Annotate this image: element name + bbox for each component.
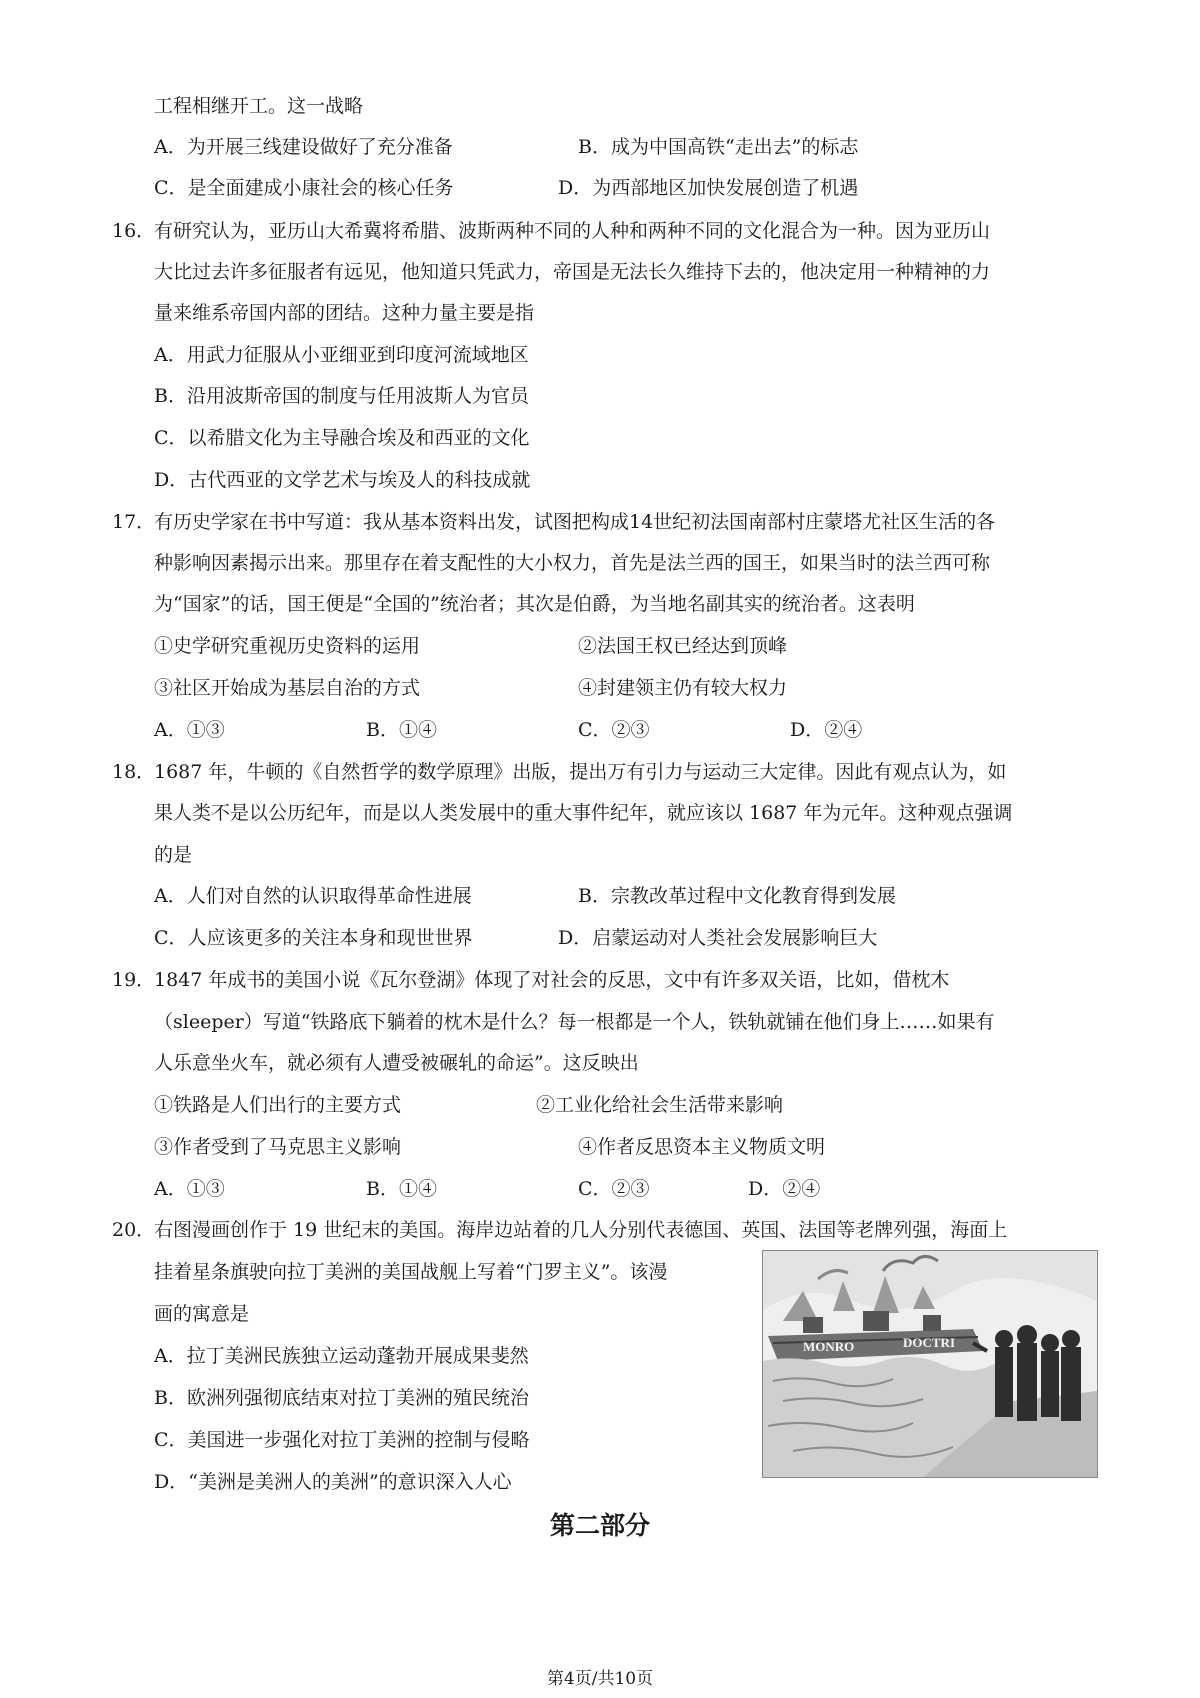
q15-option-c: C．是全面建成小康社会的核心任务 (154, 177, 454, 199)
q16-option-b: B．沿用波斯帝国的制度与任用波斯人为官员 (154, 385, 529, 407)
q19-statement-4: ④作者反思资本主义物质文明 (578, 1136, 826, 1158)
q19-statement-3: ③作者受到了马克思主义影响 (154, 1136, 402, 1158)
cartoon-hull-text-2: DOCTRI (903, 1335, 956, 1350)
q17-stem-line-2: 种影响因素揭示出来。那里存在着支配性的大小权力，首先是法兰西的国王，如果当时的法兰西可称 (154, 552, 991, 574)
q19-stem-line-2: （sleeper）写道“铁路底下躺着的枕木是什么？每一根都是一个人，铁轨就铺在他们身上……如果有 (154, 1011, 995, 1033)
q18-option-b: B．宗教改革过程中文化教育得到发展 (578, 885, 896, 907)
q17-option-c: C．②③ (578, 719, 650, 741)
q20-option-c: C．美国进一步强化对拉丁美洲的控制与侵略 (154, 1429, 530, 1451)
q19-stem-line-3: 人乐意坐火车，就必须有人遭受被碾轧的命运”。这反映出 (154, 1052, 639, 1074)
q16-stem-line-3: 量来维系帝国内部的团结。这种力量主要是指 (154, 302, 535, 324)
q17-option-a: A．①③ (154, 719, 225, 741)
q18-stem-line-3: 的是 (154, 844, 193, 866)
q17-stem-line-3: 为“国家”的话，国王便是“全国的”统治者；其次是伯爵，为当地名副其实的统治者。这表明 (154, 593, 915, 615)
q18-number: 18． (112, 761, 156, 783)
q17-statement-2: ②法国王权已经达到顶峰 (578, 635, 788, 657)
q20-option-b: B．欧洲列强彻底结束对拉丁美洲的殖民统治 (154, 1387, 529, 1409)
q16-stem-line-1: 有研究认为，亚历山大希冀将希腊、波斯两种不同的人种和两种不同的文化混合为一种。因为亚历山 (154, 220, 991, 242)
q20-stem-line-1: 右图漫画创作于 19 世纪末的美国。海岸边站着的几人分别代表德国、英国、法国等老牌列强，海面上 (154, 1219, 1008, 1241)
q16-option-d: D．古代西亚的文学艺术与埃及人的科技成就 (154, 469, 531, 491)
q18-option-c: C．人应该更多的关注本身和现世世界 (154, 927, 473, 949)
q20-option-a: A．拉丁美洲民族独立运动蓬勃开展成果斐然 (154, 1345, 529, 1367)
q19-stem-line-1: 1847 年成书的美国小说《瓦尔登湖》体现了对社会的反思，文中有许多双关语，比如，借枕木 (154, 969, 950, 991)
q19-option-b: B．①④ (366, 1178, 437, 1200)
q17-statement-3: ③社区开始成为基层自治的方式 (154, 677, 421, 699)
q16-option-a: A．用武力征服从小亚细亚到印度河流域地区 (154, 344, 529, 366)
q16-option-c: C．以希腊文化为主导融合埃及和西亚的文化 (154, 427, 530, 449)
q19-statement-1: ①铁路是人们出行的主要方式 (154, 1094, 402, 1116)
q18-stem-line-2: 果人类不是以公历纪年，而是以人类发展中的重大事件纪年，就应该以 1687 年为元年。这种观点强调 (154, 802, 1013, 824)
q18-option-a: A．人们对自然的认识取得革命性进展 (154, 885, 472, 907)
q17-option-d: D．②④ (790, 719, 863, 741)
q16-number: 16． (112, 220, 156, 242)
q19-option-d: D．②④ (748, 1178, 821, 1200)
q15-stem-tail: 工程相继开工。这一战略 (154, 95, 364, 117)
q15-option-d: D．为西部地区加快发展创造了机遇 (558, 177, 859, 199)
q17-number: 17． (112, 511, 156, 533)
q20-stem-line-3: 画的寓意是 (154, 1303, 250, 1325)
q19-number: 19． (112, 969, 156, 991)
section-title: 第二部分 (549, 1511, 650, 1540)
q19-option-a: A．①③ (154, 1178, 225, 1200)
q20-option-d: D．“美洲是美洲人的美洲”的意识深入人心 (154, 1471, 512, 1493)
q20-number: 20． (112, 1219, 156, 1241)
q15-option-a: A．为开展三线建设做好了充分准备 (154, 136, 453, 158)
q19-option-c: C．②③ (578, 1178, 650, 1200)
q17-statement-4: ④封建领主仍有较大权力 (578, 677, 788, 699)
q18-stem-line-1: 1687 年，牛顿的《自然哲学的数学原理》出版，提出万有引力与运动三大定律。因此有观点认为，如 (154, 761, 1007, 783)
q16-stem-line-2: 大比过去许多征服者有远见，他知道只凭武力，帝国是无法长久维持下去的，他决定用一种精神的力 (154, 261, 991, 283)
q19-statement-2: ②工业化给社会生活带来影响 (536, 1094, 784, 1116)
monroe-doctrine-cartoon (762, 1250, 1098, 1478)
q17-stem-line-1: 有历史学家在书中写道：我从基本资料出发，试图把构成14世纪初法国南部村庄蒙塔尤社区生活的各 (154, 511, 996, 533)
q15-option-b: B．成为中国高铁“走出去”的标志 (578, 136, 859, 158)
q18-option-d: D．启蒙运动对人类社会发展影响巨大 (558, 927, 878, 949)
q17-option-b: B．①④ (366, 719, 437, 741)
q20-stem-line-2: 挂着星条旗驶向拉丁美洲的美国战舰上写着“门罗主义”。该漫 (154, 1261, 668, 1283)
cartoon-hull-text-1: MONRO (803, 1339, 855, 1354)
q17-statement-1: ①史学研究重视历史资料的运用 (154, 635, 421, 657)
page-footer: 第4页/共10页 (546, 1669, 654, 1689)
